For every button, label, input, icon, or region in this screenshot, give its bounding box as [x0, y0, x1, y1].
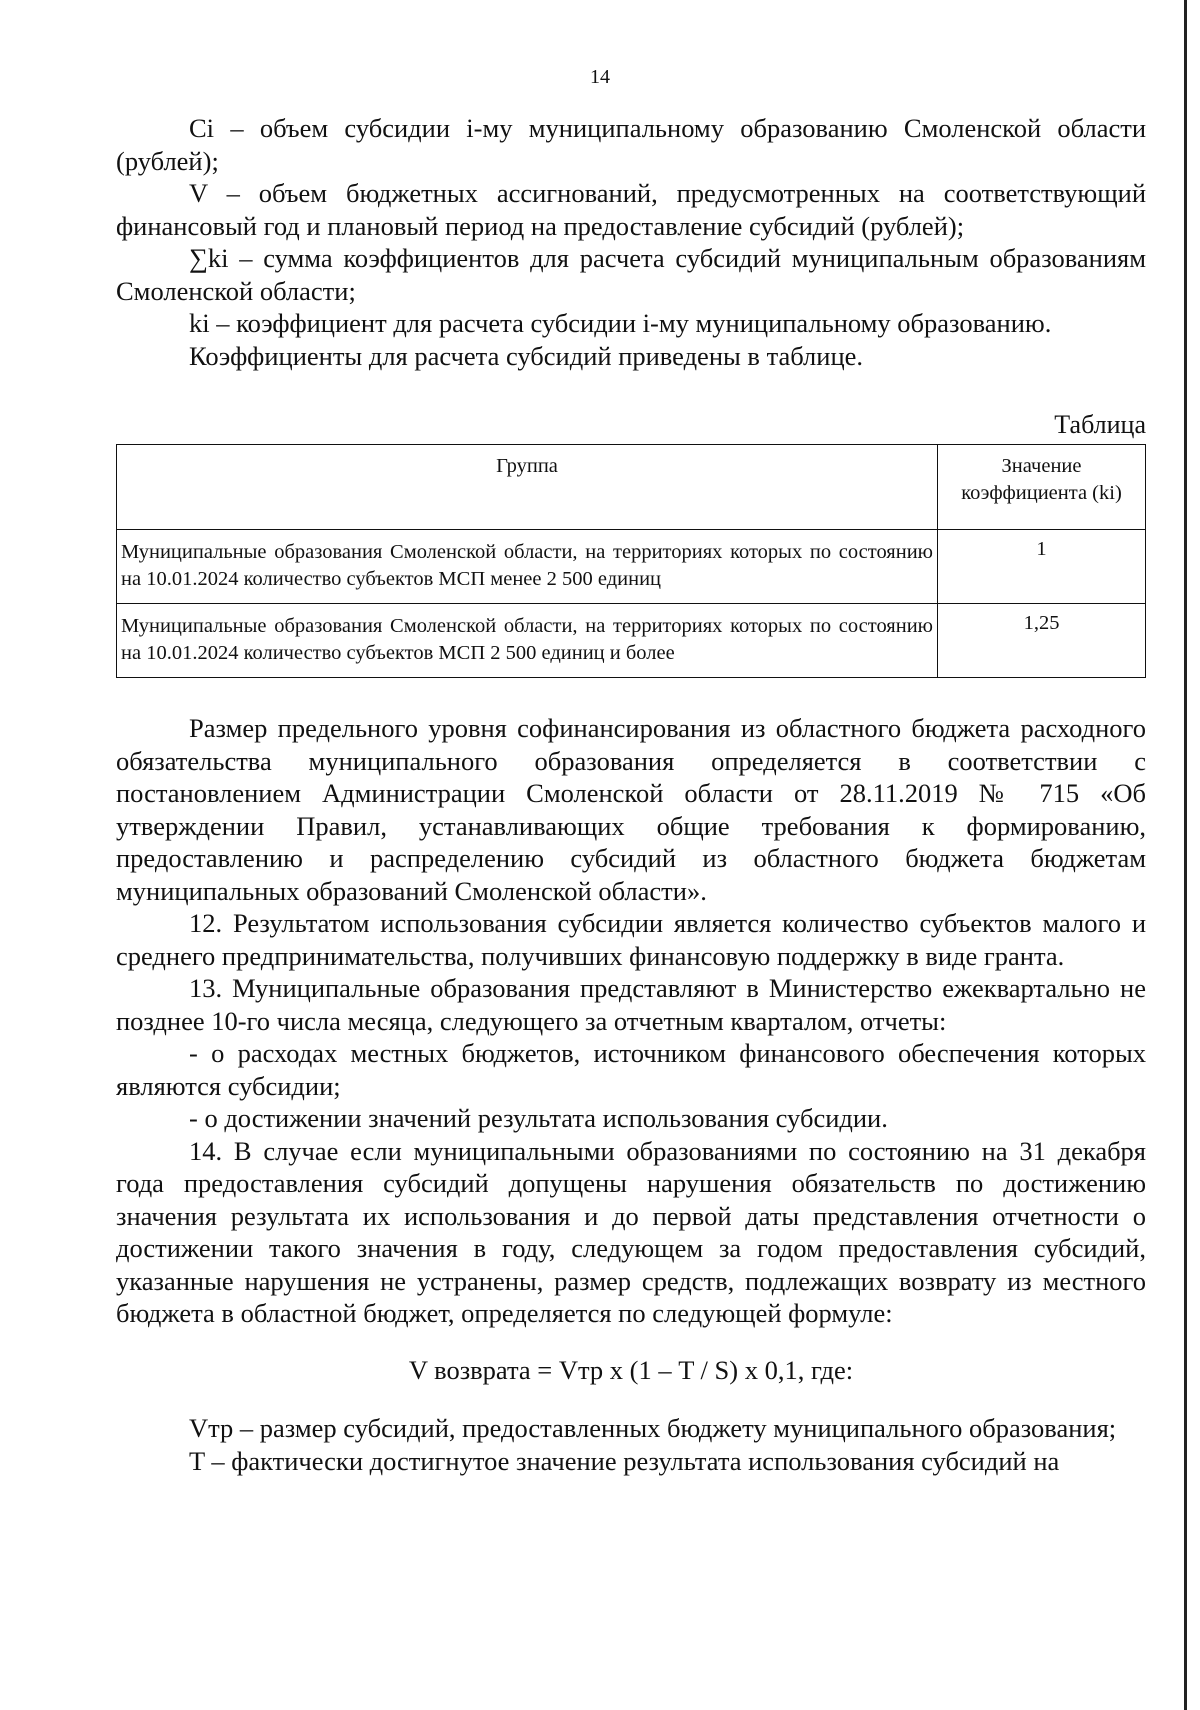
header-coefficient: Значение коэффициента (ki) [938, 445, 1146, 530]
table-row [117, 604, 1146, 678]
main-text [116, 712, 1146, 1330]
definition-sum-ki: ∑ki – сумма коэффициентов для расчета субсидий муниципальным образованиям Смоленской области; [116, 243, 1146, 306]
definition-ki: ki – коэффициент для расчета субсидии i-му муниципальному образованию. [189, 308, 1052, 338]
header-group: Группа [117, 445, 938, 530]
definition-t: T – фактически достигнутое значение результата использования субсидий на [189, 1445, 1060, 1476]
definition-vtr: Vтр – размер субсидий, предоставленных бюджету муниципального образования; [189, 1413, 1117, 1443]
clause-13-item-expenses: - о расходах местных бюджетов, источником финансового обеспечения которых являются субсидии; [116, 1038, 1146, 1101]
clause-13-item-results: - о достижении значений результата использования субсидии. [189, 1103, 888, 1133]
clause-13: 13. Муниципальные образования представляют в Министерство ежеквартально не позднее 10-го числа месяца, следующего за отчетным кварталом, отчеты: [116, 973, 1146, 1036]
definition-v: V – объем бюджетных ассигнований, предусмотренных на соответствующий финансовый год и плановый период на предоставление субсидий (рублей); [116, 178, 1146, 241]
document-body [116, 112, 1146, 1477]
group-cell: Муниципальные образования Смоленской области, на территориях которых по состоянию на 10.01.2024 количество субъектов МСП менее 2 500 единиц [117, 530, 938, 604]
definition-ci: Ci – объем субсидии i-му муниципальному образованию Смоленской области (рублей); [116, 113, 1146, 176]
table-header-row [117, 445, 1146, 530]
coefficient-value: 1,25 [938, 604, 1146, 678]
coefficient-table [116, 444, 1146, 678]
table-reference: Коэффициенты для расчета субсидий приведены в таблице. [189, 340, 864, 371]
return-formula: V возврата = Vтр х (1 – T / S) х 0,1, где: [408, 1354, 854, 1385]
page-number: 14 [590, 66, 610, 88]
table-caption: Таблица [1054, 410, 1146, 439]
coefficient-value: 1 [938, 530, 1146, 604]
page-edge-line [1184, 0, 1187, 1710]
cofinancing-paragraph: Размер предельного уровня софинансирования из областного бюджета расходного обязательства муниципального образования определяется в соответствии с постановлением Администрации Смоленской области от 28.11.2019 № 715 «Об утверждении Правил, устанавливающих общие требования к формированию, предоставлению и распределению субсидий из областного бюджета бюджетам муниципальных образований Смоленской области». [116, 713, 1146, 906]
clause-12: 12. Результатом использования субсидии является количество субъектов малого и среднего предпринимательства, получивших финансовую поддержку в виде гранта. [116, 908, 1146, 971]
group-cell: Муниципальные образования Смоленской области, на территориях которых по состоянию на 10.01.2024 количество субъектов МСП 2 500 единиц и более [117, 604, 938, 678]
clause-14: 14. В случае если муниципальными образованиями по состоянию на 31 декабря года предоставления субсидий допущены нарушения обязательств по достижению значения результата их использования и до первой даты представления отчетности о достижении такого значения в году, следующем за годом предоставления субсидий, указанные нарушения не устранены, размер средств, подлежащих возврату из местного бюджета в областной бюджет, определяется по следующей формуле: [116, 1135, 1146, 1328]
table-row [117, 530, 1146, 604]
